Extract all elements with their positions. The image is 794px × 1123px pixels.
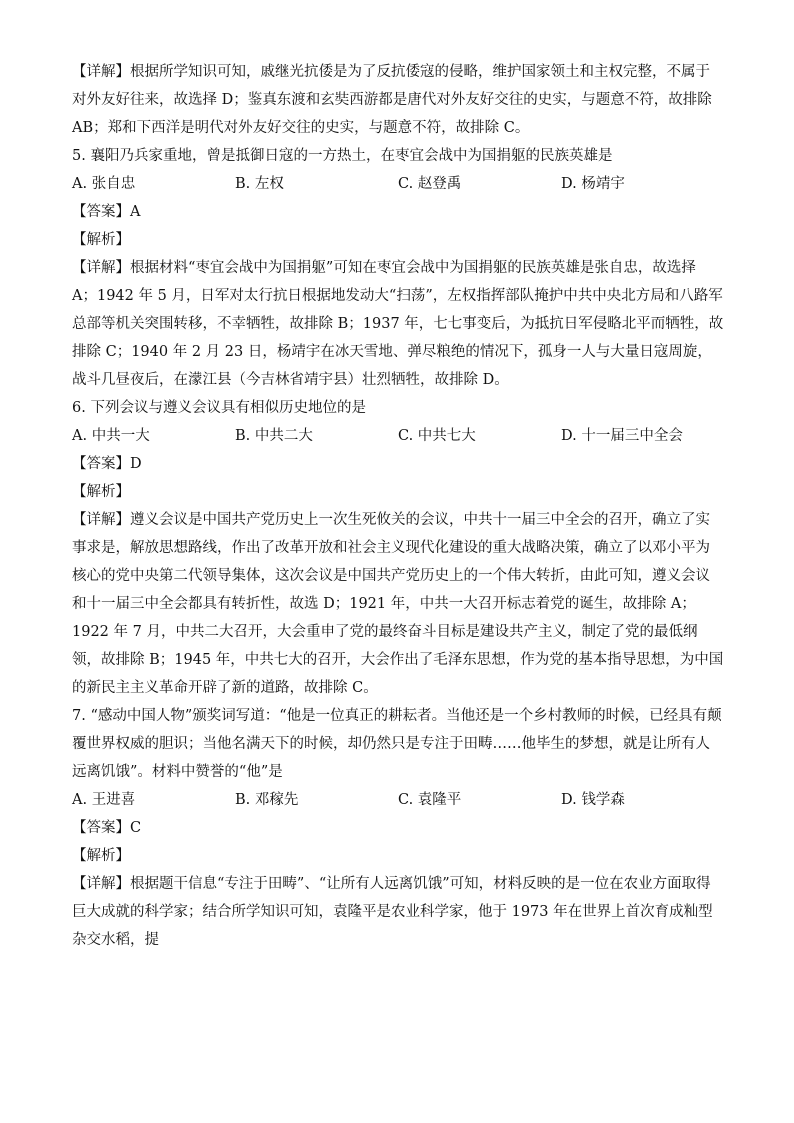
option-b: B. 中共二大 <box>235 428 313 444</box>
option-a: A. 中共一大 <box>72 428 150 444</box>
answer-q5: 【答案】A <box>72 204 141 220</box>
options-q6 <box>72 422 724 450</box>
answer-q7: 【答案】C <box>72 820 142 836</box>
question-5: 5. 襄阳乃兵家重地，曾是抵御日寇的一方热土，在枣宜会战中为国捐躯的民族英雄是 <box>72 148 613 164</box>
option-b: B. 左权 <box>235 176 284 192</box>
option-d: D. 十一届三中全会 <box>561 428 683 444</box>
option-c: C. 袁隆平 <box>398 792 462 808</box>
answer-q6: 【答案】D <box>72 456 142 472</box>
option-c: C. 赵登禹 <box>398 176 462 192</box>
question-6: 6. 下列会议与遵义会议具有相似历史地位的是 <box>72 400 366 416</box>
option-c: C. 中共七大 <box>398 428 476 444</box>
document-content <box>72 58 724 954</box>
options-q5 <box>72 170 724 198</box>
analysis-label-q5: 【解析】 <box>72 232 130 248</box>
explanation-q4: 【详解】根据所学知识可知，戚继光抗倭是为了反抗倭寇的侵略，维护国家领土和主权完整，不属于对外友好往来，故选择 D；鉴真东渡和玄奘西游都是唐代对外友好交往的史实，与题意不符，故排除 AB；郑和下西洋是明代对外友好交往的史实，与题意不符，故排除 C。 <box>72 64 712 136</box>
analysis-label-q6: 【解析】 <box>72 484 130 500</box>
question-7: 7. “感动中国人物”颁奖词写道：“他是一位真正的耕耘者。当他还是一个乡村教师的时候，已经具有颠覆世界权威的胆识；当他名满天下的时候，却仍然只是专注于田畴……他毕生的梦想，就是让所有人远离饥饿”。材料中赞誉的“他”是 <box>72 708 722 780</box>
option-d: D. 钱学森 <box>561 792 625 808</box>
explanation-q5: 【详解】根据材料“枣宜会战中为国捐躯”可知在枣宜会战中为国捐躯的民族英雄是张自忠，故选择 A；1942 年 5 月，日军对太行抗日根据地发动大“扫荡”，左权指挥部队掩护中共中央北方局和八路军总部等机关突围转移，不幸牺牲，故排除 B；1937 年，七七事变后，为抵抗日军侵略北平而牺牲，故排除 C；1940 年 2 月 23 日，杨靖宇在冰天雪地、弹尽粮绝的情况下，孤身一人与大量日寇周旋，战斗几昼夜后，在濛江县（今吉林省靖宇县）壮烈牺牲，故排除 D。 <box>72 260 724 388</box>
option-d: D. 杨靖宇 <box>561 176 625 192</box>
explanation-q7: 【详解】根据题干信息“专注于田畴”、“让所有人远离饥饿”可知，材料反映的是一位在农业方面取得巨大成就的科学家；结合所学知识可知，袁隆平是农业科学家，他于 1973 年在世界上首次育成籼型杂交水稻，提 <box>72 876 713 948</box>
option-a: A. 张自忠 <box>72 176 136 192</box>
analysis-label-q7: 【解析】 <box>72 848 130 864</box>
option-b: B. 邓稼先 <box>235 792 299 808</box>
option-a: A. 王进喜 <box>72 792 136 808</box>
options-q7 <box>72 786 724 814</box>
explanation-q6: 【详解】遵义会议是中国共产党历史上一次生死攸关的会议，中共十一届三中全会的召开，确立了实事求是，解放思想路线，作出了改革开放和社会主义现代化建设的重大战略决策，确立了以邓小平为核心的党中央第二代领导集体，这次会议是中国共产党历史上的一个伟大转折，由此可知，遵义会议和十一届三中全会都具有转折性，故选 D；1921 年，中共一大召开标志着党的诞生，故排除 A；1922 年 7 月，中共二大召开，大会重申了党的最终奋斗目标是建设共产主义，制定了党的最低纲领，故排除 B；1945 年，中共七大的召开，大会作出了毛泽东思想，作为党的基本指导思想，为中国的新民主主义革命开辟了新的道路，故排除 C。 <box>72 512 724 696</box>
